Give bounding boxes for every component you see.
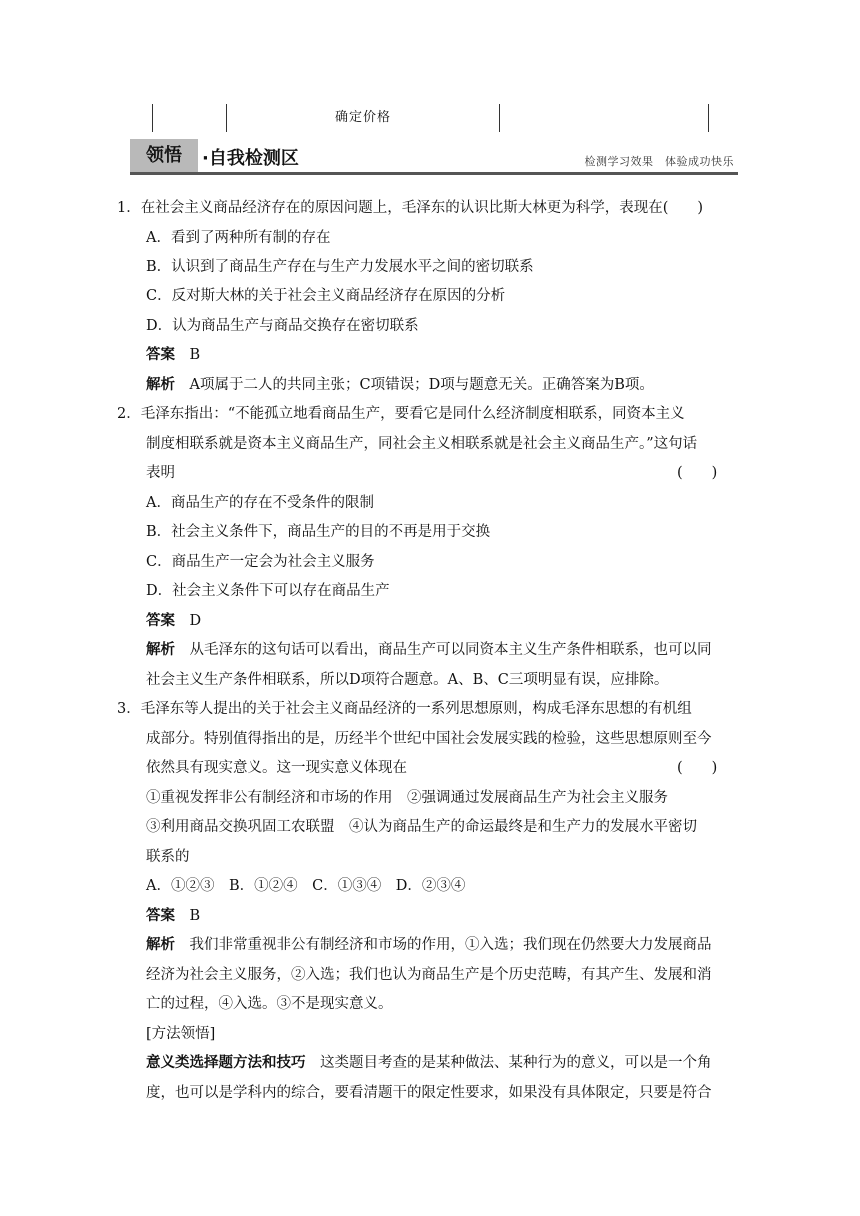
question-2-option-d: D．社会主义条件下可以存在商品生产 (146, 583, 390, 599)
answer-label: 答案 (146, 613, 175, 629)
analysis-label: 解析 (146, 377, 175, 393)
question-2-answer (146, 609, 201, 630)
table-cell: 确定价格 (334, 110, 391, 125)
analysis-text: A项属于二人的共同主张；C项错误；D项与题意无关。正确答案为B项。 (189, 377, 654, 393)
analysis-label: 解析 (146, 937, 175, 953)
answer-value: D (189, 613, 202, 629)
question-1-analysis (146, 373, 654, 394)
method-text-line-2: 度，也可以是学科内的综合，要看清题干的限定性要求，如果没有具体限定，只要是符合 (146, 1085, 712, 1101)
analysis-text: 我们非常重视非公有制经济和市场的作用，①入选；我们现在仍然要大力发展商品 (189, 937, 712, 953)
question-3-stem-line-2: 成部分。特别值得指出的是，历经半个世纪中国社会发展实践的检验，这些思想原则至今 (146, 731, 712, 747)
question-3-answer (146, 904, 200, 925)
question-1-option-d: D．认为商品生产与商品交换存在密切联系 (146, 318, 419, 334)
question-2-option-c: C．商品生产一定会为社会主义服务 (146, 554, 375, 570)
section-header (130, 139, 738, 175)
question-1-stem: 1．在社会主义商品经济存在的原因问题上，毛泽东的认识比斯大林更为科学，表现在( ) (117, 200, 704, 216)
method-text: 这类题目考查的是某种做法、某种行为的意义，可以是一个角 (320, 1055, 712, 1071)
question-2-analysis (146, 638, 712, 659)
answer-value: B (189, 347, 201, 363)
analysis-label: 解析 (146, 642, 175, 658)
method-paragraph (146, 1051, 712, 1072)
question-3-analysis (146, 933, 712, 954)
question-2-analysis-line-2: 社会主义生产条件相联系，所以D项符合题意。A、B、C三项明显有误，应排除。 (146, 672, 669, 688)
question-2-paren: ( ) (677, 465, 718, 481)
table-divider (499, 104, 500, 132)
question-3-stem-line-3: 依然具有现实意义。这一现实意义体现在 (146, 760, 407, 776)
question-3-paren: ( ) (677, 760, 718, 776)
question-2-option-a: A．商品生产的存在不受条件的限制 (146, 495, 374, 511)
question-3-analysis-line-2: 经济为社会主义服务，②入选；我们也认为商品生产是个历史范畴，有其产生、发展和消 (146, 967, 712, 983)
question-3-stem-line-1: 3．毛泽东等人提出的关于社会主义商品经济的一系列思想原则，构成毛泽东思想的有机组 (117, 701, 692, 717)
question-3-options: A．①②③ B．①②④ C．①③④ D．②③④ (146, 878, 466, 894)
section-slogan: 检测学习效果 体验成功快乐 (584, 155, 734, 168)
question-1-option-b: B．认识到了商品生产存在与生产力发展水平之间的密切联系 (146, 259, 534, 275)
question-2-stem-line-3: 表明 (146, 465, 175, 481)
section-rule (130, 172, 738, 175)
question-1-option-c: C．反对斯大林的关于社会主义商品经济存在原因的分析 (146, 288, 506, 304)
method-heading: [方法领悟] (146, 1026, 216, 1042)
question-3-item-line-3: 联系的 (146, 849, 190, 865)
question-2-option-b: B．社会主义条件下，商品生产的目的不再是用于交换 (146, 524, 491, 540)
method-title: 意义类选择题方法和技巧 (146, 1055, 306, 1071)
question-2-stem-line-2: 制度相联系就是资本主义商品生产，同社会主义相联系就是社会主义商品生产。”这句话 (146, 436, 698, 452)
answer-label: 答案 (146, 347, 175, 363)
analysis-text: 从毛泽东的这句话可以看出，商品生产可以同资本主义生产条件相联系，也可以同 (189, 642, 712, 658)
answer-label: 答案 (146, 908, 175, 924)
question-3-item-line-2: ③利用商品交换巩固工农联盟 ④认为商品生产的命运最终是和生产力的发展水平密切 (146, 819, 697, 835)
question-3-item-line-1: ①重视发挥非公有制经济和市场的作用 ②强调通过发展商品生产为社会主义服务 (146, 790, 668, 806)
question-3-analysis-line-3: 亡的过程，④入选。③不是现实意义。 (146, 996, 393, 1012)
section-tag: 领悟 (130, 139, 198, 172)
question-2-stem-line-1: 2．毛泽东指出：“不能孤立地看商品生产，要看它是同什么经济制度相联系，同资本主义 (117, 406, 685, 422)
section-title: ·自我检测区 (202, 148, 299, 169)
table-fragment (152, 104, 709, 132)
answer-value: B (189, 908, 201, 924)
question-1-answer (146, 343, 200, 364)
question-1-option-a: A．看到了两种所有制的存在 (146, 230, 331, 246)
